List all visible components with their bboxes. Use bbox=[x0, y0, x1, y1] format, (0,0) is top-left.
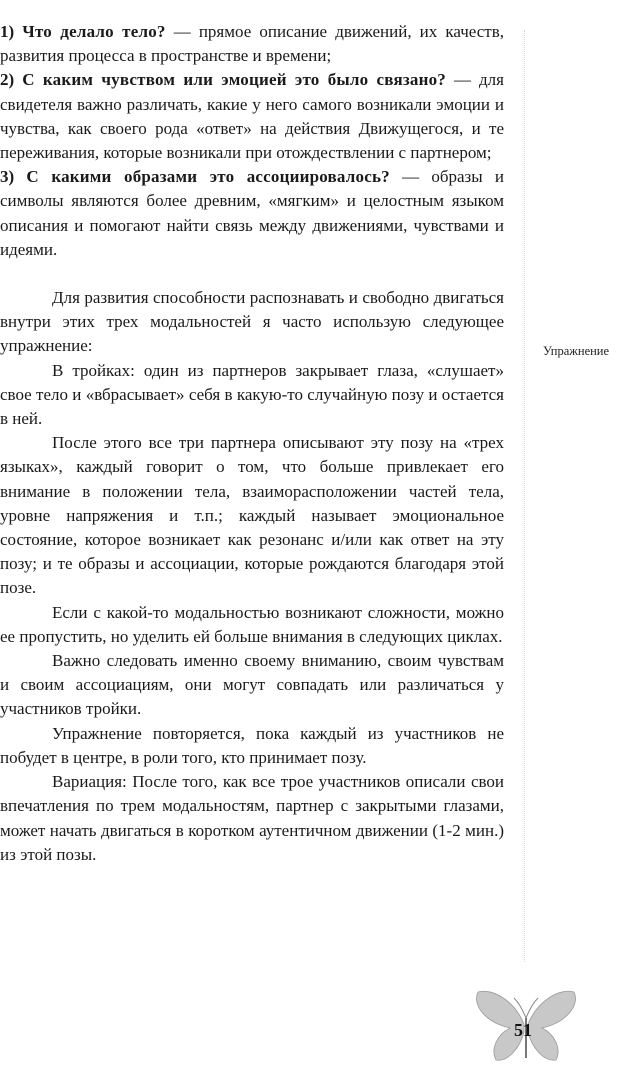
page-number: 51 bbox=[514, 1020, 532, 1040]
list-heading: С каким чувством или эмоцией это было связано? bbox=[22, 70, 446, 90]
paragraph: Для развития способности распознавать и свободно двигаться внутри этих трех модальностей я часто использую следующее упражнение: bbox=[0, 288, 504, 356]
list-text: — для свидетеля важно различать, какие у него самого возникали эмоции и чувства, как своего рода «ответ» на действия Движущегося, и те переживания, которые возникали при отождествлении с партнером; bbox=[0, 70, 504, 163]
main-text bbox=[0, 20, 504, 867]
paragraph: В тройках: один из партнеров закрывает глаза, «слушает» свое тело и «вбрасывает» себя в какую-то случайную позу и остается в ней. bbox=[0, 360, 504, 429]
list-text: — прямое описание движений, их качеств, развития процесса в пространстве и времени; bbox=[0, 22, 505, 66]
list-item bbox=[0, 165, 504, 262]
list-heading: Что делало тело? bbox=[22, 22, 166, 41]
list-item bbox=[0, 68, 504, 165]
list-text: — образы и символы являются более древним, «мягким» и целостным языком описания и помогают найти связь между движениями, чувствами и идеями. bbox=[0, 167, 504, 259]
list-number: 3) bbox=[0, 167, 15, 187]
list-heading: С какими образами это ассоциировалось? bbox=[26, 167, 390, 187]
paragraph: После этого все три партнера описывают эту позу на «трех языках», каждый говорит о том, что больше привлекает его внимание в положении тела, взаиморасположении частей тела, уровне напряжения и т.п.; каждый называет эмоциональное состояние, которое возникает как резонанс и/или как ответ на эту позу; и те образы и ассоциации, которые рождаются благодаря этой позе. bbox=[0, 433, 504, 598]
margin-note: Упражнение bbox=[543, 344, 610, 358]
margin-divider bbox=[524, 30, 525, 962]
paragraph: Важно следовать именно своему вниманию, своим чувствам и своим ассоциациям, они могут совпадать или различаться у участников тройки. bbox=[0, 651, 504, 719]
paragraph: Вариация: После того, как все трое участников описали свои впечатления по трем модальностям, партнер с закрытыми глазами, может начать двигаться в коротком аутентичном движении (1-2 мин.) из этой позы. bbox=[0, 772, 504, 864]
list-number: 1) bbox=[0, 22, 15, 41]
paragraph: Упражнение повторяется, пока каждый из участников не побудет в центре, в роли того, кто принимает позу. bbox=[0, 723, 504, 767]
paragraph: Если с какой-то модальностью возникают сложности, можно ее пропустить, но уделить ей больше внимания в следующих циклах. bbox=[0, 602, 504, 646]
list-number: 2) bbox=[0, 70, 15, 90]
list-item bbox=[0, 20, 504, 68]
